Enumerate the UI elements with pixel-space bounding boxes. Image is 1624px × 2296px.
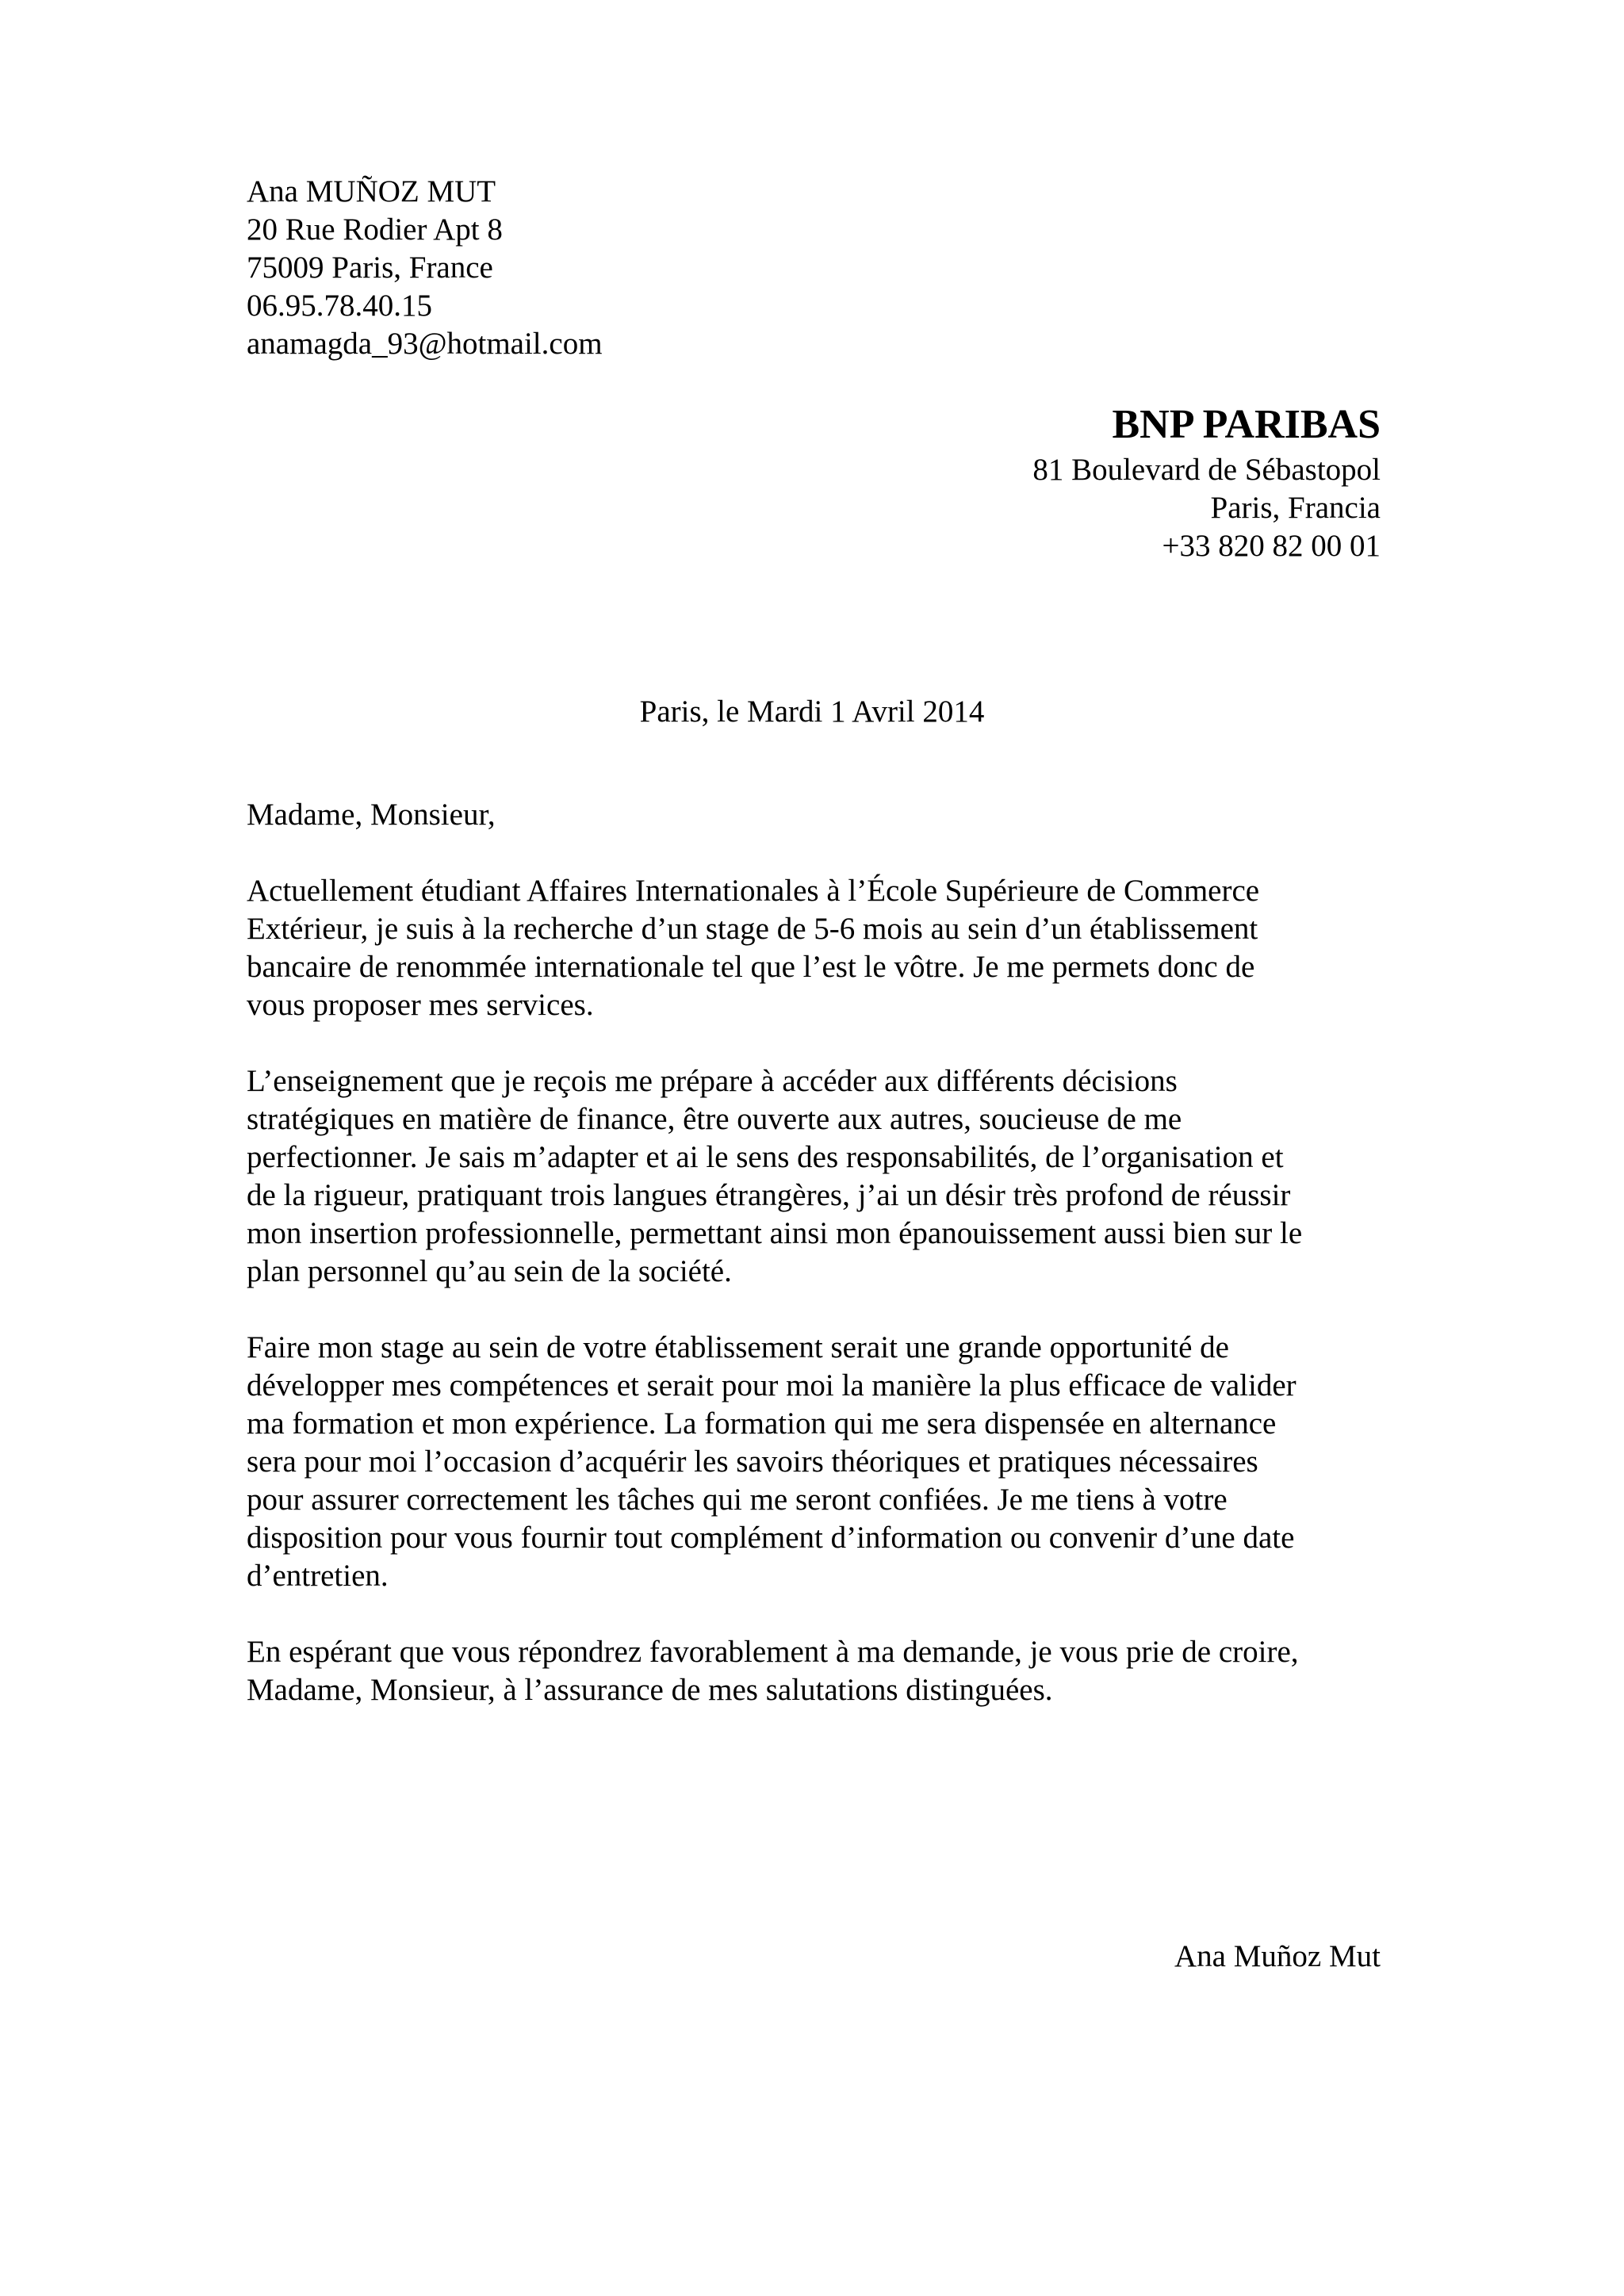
paragraph-line: pour assurer correctement les tâches qui me seront confiées. Je me tiens à votre	[247, 1483, 1228, 1517]
paragraph-2	[247, 1062, 1388, 1291]
paragraph-line: perfectionner. Je sais m’adapter et ai le sens des responsabilités, de l’organisation et	[247, 1140, 1284, 1174]
letter-date: Paris, le Mardi 1 Avril 2014	[639, 695, 985, 729]
paragraph-line: Actuellement étudiant Affaires Internationales à l’École Supérieure de Commerce	[247, 874, 1260, 908]
sender-street: 20 Rue Rodier Apt 8	[247, 212, 503, 247]
paragraph-3	[247, 1329, 1388, 1595]
paragraph-line: d’entretien.	[247, 1559, 389, 1593]
recipient-street: 81 Boulevard de Sébastopol	[1032, 453, 1381, 487]
paragraph-line: stratégiques en matière de finance, être ouverte aux autres, soucieuse de me	[247, 1102, 1182, 1136]
paragraph-line: mon insertion professionnelle, permettant ainsi mon épanouissement aussi bien sur le	[247, 1216, 1303, 1250]
sender-city: 75009 Paris, France	[247, 251, 493, 285]
recipient-company: BNP PARIBAS	[1112, 402, 1381, 447]
paragraph-line: de la rigueur, pratiquant trois langues étrangères, j’ai un désir très profond de réussir	[247, 1178, 1291, 1212]
sender-email: anamagda_93@hotmail.com	[247, 327, 603, 361]
recipient-phone: +33 820 82 00 01	[1162, 529, 1381, 563]
sender-address-block	[247, 173, 603, 363]
paragraph-line: plan personnel qu’au sein de la société.	[247, 1254, 732, 1288]
paragraph-line: Madame, Monsieur, à l’assurance de mes salutations distinguées.	[247, 1673, 1053, 1707]
paragraph-line: Extérieur, je suis à la recherche d’un stage de 5-6 mois au sein d’un établissement	[247, 912, 1258, 946]
paragraph-line: Faire mon stage au sein de votre établissement serait une grande opportunité de	[247, 1330, 1229, 1364]
paragraph-line: bancaire de renommée internationale tel que l’est le vôtre. Je me permets donc de	[247, 950, 1255, 984]
recipient-address-block	[1032, 401, 1381, 565]
paragraph-line: En espérant que vous répondrez favorablement à ma demande, je vous prie de croire,	[247, 1635, 1299, 1669]
paragraph-1	[247, 872, 1388, 1024]
sender-phone: 06.95.78.40.15	[247, 289, 432, 323]
salutation: Madame, Monsieur,	[247, 798, 496, 832]
recipient-city: Paris, Francia	[1210, 491, 1381, 525]
sender-name: Ana MUÑOZ MUT	[247, 174, 496, 209]
paragraph-line: L’enseignement que je reçois me prépare à accéder aux différents décisions	[247, 1064, 1178, 1098]
paragraph-line: vous proposer mes services.	[247, 988, 594, 1022]
letter-body	[247, 796, 1388, 1747]
paragraph-line: développer mes compétences et serait pour moi la manière la plus efficace de valider	[247, 1368, 1297, 1402]
paragraph-line: disposition pour vous fournir tout complément d’information ou convenir d’une date	[247, 1521, 1295, 1555]
closing-paragraph	[247, 1633, 1388, 1709]
signature: Ana Muñoz Mut	[1174, 1939, 1381, 1973]
paragraph-line: ma formation et mon expérience. La formation qui me sera dispensée en alternance	[247, 1406, 1277, 1441]
paragraph-line: sera pour moi l’occasion d’acquérir les savoirs théoriques et pratiques nécessaires	[247, 1445, 1258, 1479]
